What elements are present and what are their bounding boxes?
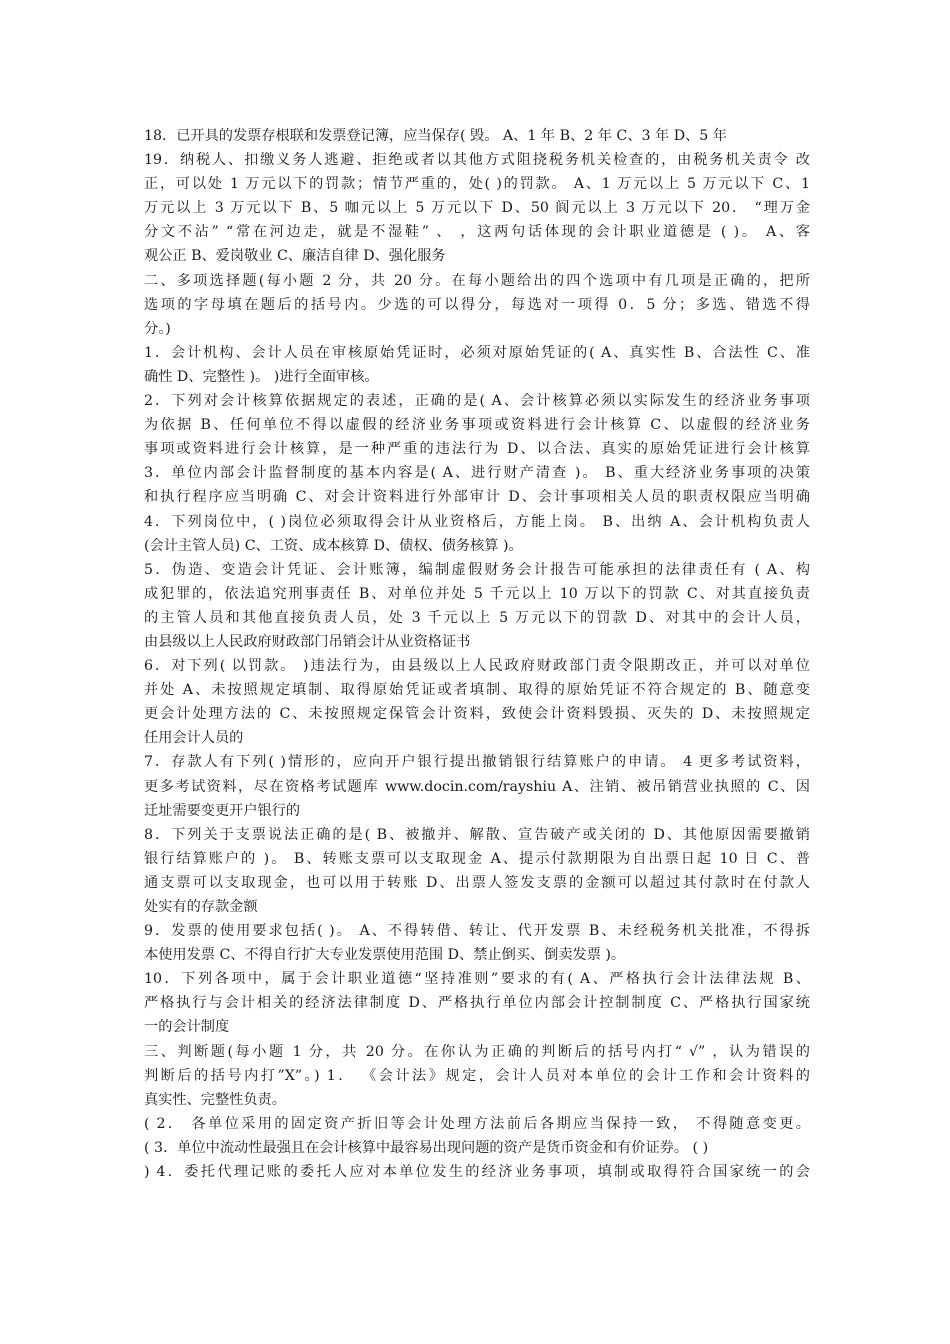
document-page [144, 124, 810, 1184]
text-line-4: 万元以上 3 万元以下 B、5 咖元以上 5 万元以下 D、50 阆元以上 3 万元以下 20． “理万金 [144, 200, 810, 217]
text-line-14: 事项或资料进行会计核算，是一种严重的违法行为 D、以合法、真实的原始凭证进行会计核算 [144, 441, 810, 458]
text-line-37: 严格执行与会计相关的经济法律制度 D、严格执行单位内部会计控制制度 C、严格执行国家统 [144, 995, 810, 1012]
text-line-9: 分。) [144, 320, 171, 337]
text-line-6: 观公正 B、爱岗敬业 C、廉洁自律 D、强化服务 [144, 248, 446, 265]
text-line-12: 2．下列对会计核算依据规定的表述，正确的是( A、会计核算必须以实际发生的经济业务事项 [144, 393, 810, 410]
text-line-15: 3．单位内部会计监督制度的基本内容是( A、进行财产清查 )。 B、重大经济业务事项的决策 [144, 465, 810, 482]
text-line-33: 处实有的存款金额 [144, 899, 258, 915]
text-line-24: 并处 A、未按照规定填制、取得原始凭证或者填制、取得的原始凭证不符合规定的 B、随意变 [144, 682, 810, 699]
text-line-28: 更多考试资料，尽在资格考试题库 www.docin.com/rayshiu A、注销、被吊销营业执照的 C、因 [144, 778, 810, 795]
text-line-5: 分文不沾” “常在河边走，就是不湿鞋” 、 ，这两句话体现的会计职业道德是 ( )。 A、客 [144, 224, 810, 241]
text-line-13: 为依据 B、任何单位不得以虚假的经济业务事项或资料进行会计核算 C、以虚假的经济业务 [144, 417, 810, 434]
text-line-31: 银行结算账户的 )。 B、转账支票可以支取现金 A、提示付款期限为自出票日起 10 日 C、普 [144, 850, 810, 867]
text-line-11: 确性 D、完整性 )。 )进行全面审核。 [144, 368, 379, 385]
text-line-21: 的主管人员和其他直接负责人员，处 3 千元以上 5 万元以下的罚款 D、对其中的会计人员， [144, 609, 810, 626]
text-line-16: 和执行程序应当明确 C、对会计资料进行外部审计 D、会计事项相关人员的职责权限应当明确 [144, 489, 810, 506]
text-line-10: 1．会计机构、会计人员在审核原始凭证时，必须对原始凭证的( A、真实性 B、合法性 C、准 [144, 344, 810, 361]
text-line-27: 7．存款人有下列( )情形的，应向开户银行提出撤销银行结算账户的申请。 4 更多考试资料， [144, 754, 810, 771]
text-line-42: ( 2． 各单位采用的固定资产折旧等会计处理方法前后各期应当保持一致， 不得随意变更。 [144, 1115, 810, 1132]
text-line-25: 更会计处理方法的 C、未按照规定保管会计资料，致使会计资料毁损、灭失的 D、未按照规定 [144, 706, 810, 723]
text-line-36: 10．下列各项中，属于会计职业道德“坚持准则”要求的有( A、严格执行会计法律法规 B、 [144, 971, 810, 988]
text-line-35: 本使用发票 C、不得自行扩大专业发票使用范围 D、禁止倒买、倒卖发票 )。 [144, 947, 626, 964]
text-line-19: 5．伪造、变造会计凭证、会计账簿，编制虚假财务会计报告可能承担的法律责任有 ( A、构 [144, 561, 810, 578]
text-line-29: 迁址需要变更开户银行的 [144, 802, 301, 819]
text-line-20: 成犯罪的，依法追究刑事责任 B、对单位并处 5 千元以上 10 万以下的罚款 C、对其直接负责 [144, 585, 810, 602]
text-line-17: 4．下列岗位中，( )岗位必须取得会计从业资格后，方能上岗。 B、出纳 A、会计机构负责人 [144, 513, 810, 530]
text-line-38: 一的会计制度 [144, 1019, 230, 1036]
text-line-8: 选项的字母填在题后的括号内。少选的可以得分，每选对一项得 0．5 分；多选、错选不得 [144, 296, 810, 313]
text-line-2: 19．纳税人、扣缴义务人逃避、拒绝或者以其他方式阻挠税务机关检查的，由税务机关责令 改 [144, 152, 810, 169]
text-line-44: ) 4．委托代理记账的委托人应对本单位发生的经济业务事项，填制或取得符合国家统一的会 [144, 1164, 810, 1181]
text-line-26: 任用会计人员的 [144, 730, 244, 747]
text-line-41: 真实性、完整性负责。 [144, 1091, 286, 1108]
text-line-39: 三、判断题(每小题 1 分，共 20 分。在你认为正确的判断后的括号内打“ √” ，认为错误的 [144, 1043, 810, 1060]
text-line-30: 8．下列关于支票说法正确的是( B、被撤并、解散、宣告破产或关闭的 D、其他原因需要撤销 [144, 826, 810, 843]
text-line-22: 由县级以上人民政府财政部门吊销会计从业资格证书 [144, 633, 471, 650]
text-line-1: 18．已开具的发票存根联和发票登记簿，应当保存( 毁。 A、1 年 B、2 年 C、3 年 D、5 年 [144, 128, 727, 144]
text-line-23: 6．对下列( 以罚款。 )违法行为，由县级以上人民政府财政部门责令限期改正，并可以对单位 [144, 658, 810, 675]
text-line-40: 判断后的括号内打”X”。) 1． 《会计法》规定，会计人员对本单位的会计工作和会计资料的 [144, 1067, 810, 1084]
text-line-32: 通支票可以支取现金，也可以用于转账 D、出票人签发支票的金额可以超过其付款时在付款人 [144, 874, 810, 891]
text-line-3: 正，可以处 1 万元以下的罚款；情节严重的，处( )的罚款。 A、1 万元以上 5 万元以下 C、1 [144, 176, 810, 193]
text-line-43: ( 3．单位中流动性最强且在会计核算中最容易出现问题的资产是货币资金和有价证券。 ( ) [144, 1139, 709, 1156]
text-line-7: 二、多项选择题(每小题 2 分，共 20 分。在每小题给出的四个选项中有几项是正确的，把所 [144, 272, 810, 289]
text-line-18: (会计主管人员) C、工资、成本核算 D、债权、债务核算 )。 [144, 537, 523, 554]
text-line-34: 9．发票的使用要求包括( )。 A、不得转借、转让、代开发票 B、未经税务机关批准，不得拆 [144, 923, 810, 940]
